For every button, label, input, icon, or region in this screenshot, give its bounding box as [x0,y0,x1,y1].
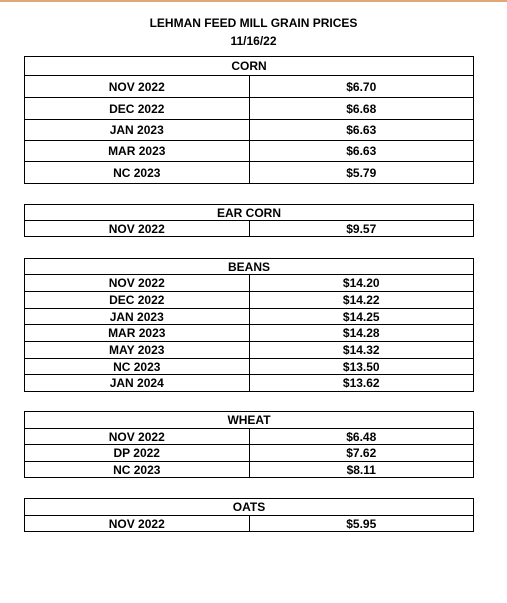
table-row [25,120,474,141]
price-value: $6.70 [249,76,474,98]
table-row [25,275,474,292]
section-header: OATS [25,499,474,516]
contract-month: NOV 2022 [25,429,250,445]
table-row [25,141,474,162]
contract-month: MAY 2023 [25,342,250,359]
table-row [25,98,474,120]
contract-month: MAR 2023 [25,325,250,342]
price-value: $8.11 [249,462,474,478]
contract-month: NOV 2022 [25,275,250,292]
price-value: $6.63 [249,141,474,162]
top-divider [0,0,507,2]
contract-month: NC 2023 [25,359,250,375]
price-value: $13.50 [249,359,474,375]
table-row [25,292,474,309]
price-value: $14.22 [249,292,474,309]
table-row [25,516,474,532]
contract-month: NOV 2022 [25,221,250,237]
price-value: $7.62 [249,445,474,462]
beans-price-table [24,258,474,392]
corn-price-table [24,56,474,184]
wheat-price-table [24,411,474,478]
table-row [25,359,474,375]
price-value: $6.63 [249,120,474,141]
contract-month: DP 2022 [25,445,250,462]
price-value: $9.57 [249,221,474,237]
contract-month: NC 2023 [25,162,250,184]
price-value: $14.25 [249,309,474,325]
contract-month: JAN 2024 [25,375,250,392]
table-row [25,325,474,342]
price-date: 11/16/22 [230,34,277,48]
contract-month: MAR 2023 [25,141,250,162]
oats-price-table [24,498,474,532]
table-row [25,429,474,445]
section-header: EAR CORN [25,205,474,221]
table-row [25,162,474,184]
section-header: CORN [25,57,474,76]
price-value: $5.79 [249,162,474,184]
table-row [25,309,474,325]
contract-month: NC 2023 [25,462,250,478]
table-row [25,76,474,98]
table-row [25,375,474,392]
table-row [25,445,474,462]
contract-month: JAN 2023 [25,309,250,325]
contract-month: NOV 2022 [25,516,250,532]
section-header: WHEAT [25,412,474,429]
price-value: $6.48 [249,429,474,445]
price-value: $14.32 [249,342,474,359]
price-value: $5.95 [249,516,474,532]
contract-month: DEC 2022 [25,292,250,309]
contract-month: DEC 2022 [25,98,250,120]
ear-corn-price-table [24,204,474,237]
section-header: BEANS [25,259,474,275]
page-title: LEHMAN FEED MILL GRAIN PRICES [149,16,358,30]
table-row [25,342,474,359]
price-value: $13.62 [249,375,474,392]
contract-month: NOV 2022 [25,76,250,98]
price-value: $14.20 [249,275,474,292]
price-value: $14.28 [249,325,474,342]
contract-month: JAN 2023 [25,120,250,141]
price-value: $6.68 [249,98,474,120]
table-row [25,221,474,237]
table-row [25,462,474,478]
